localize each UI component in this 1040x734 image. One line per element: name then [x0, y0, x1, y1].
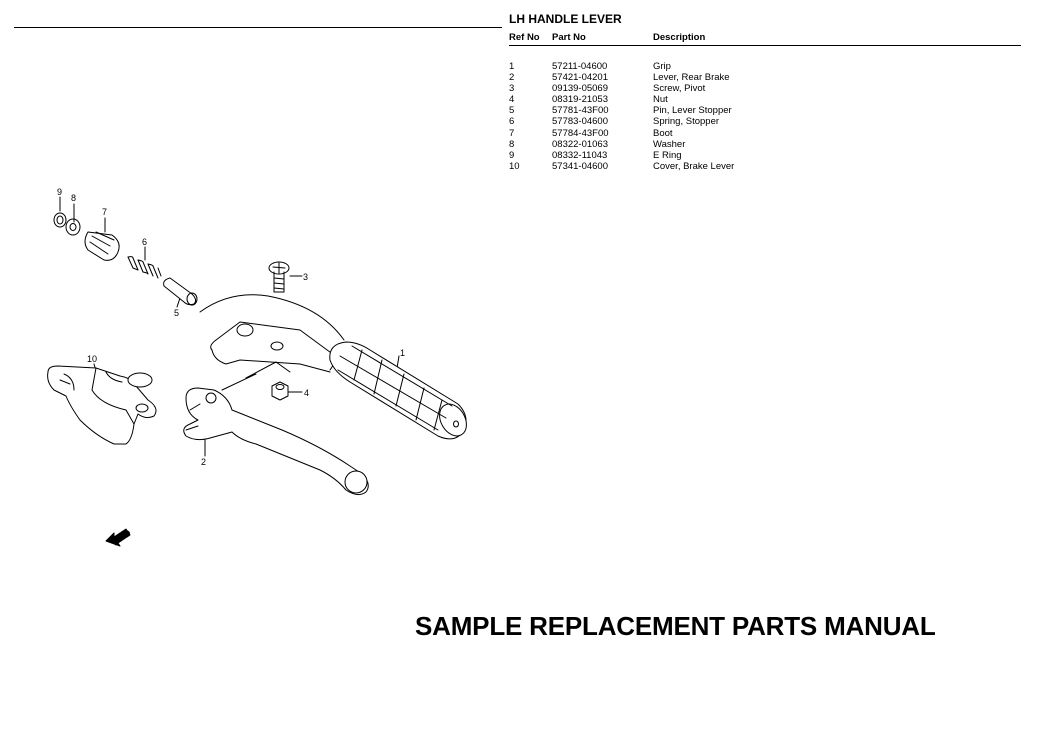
- row-description: Boot: [653, 127, 673, 139]
- callout-5: 5: [174, 308, 180, 318]
- e-ring-part: [54, 213, 66, 227]
- row-part-no: 08319-21053: [552, 94, 608, 106]
- row-ref: 6: [509, 116, 515, 128]
- row-description: Screw, Pivot: [653, 83, 706, 95]
- row-description: Lever, Rear Brake: [653, 72, 730, 84]
- brake-lever-part: [184, 388, 369, 495]
- callout-9: 9: [57, 187, 63, 197]
- table-row: [509, 83, 1021, 94]
- callout-2: 2: [201, 457, 207, 467]
- table-row: [509, 150, 1021, 161]
- row-ref: 2: [509, 72, 515, 84]
- table-row: [509, 116, 1021, 127]
- parts-table-header: [509, 32, 1021, 46]
- table-row: [509, 161, 1021, 172]
- header-part-no: Part No: [552, 32, 586, 43]
- lever-cover-part: [48, 366, 156, 444]
- row-description: Grip: [653, 61, 671, 72]
- parts-table-body: [509, 61, 1021, 172]
- row-ref: 7: [509, 127, 515, 139]
- parts-table: [509, 32, 1021, 172]
- row-part-no: 09139-05069: [552, 83, 608, 95]
- callout-10: 10: [87, 354, 98, 364]
- table-row: [509, 105, 1021, 116]
- row-part-no: 57421-04201: [552, 72, 608, 84]
- row-part-no: 57211-04600: [552, 61, 608, 72]
- pivot-screw-part: [269, 262, 289, 292]
- row-description: E Ring: [653, 149, 682, 161]
- section-title: LH HANDLE LEVER: [509, 12, 622, 26]
- washer-part: [66, 219, 80, 235]
- row-ref: 10: [509, 160, 520, 172]
- row-description: Nut: [653, 94, 668, 106]
- table-row: [509, 61, 1021, 72]
- callout-4: 4: [304, 388, 310, 398]
- manual-caption: SAMPLE REPLACEMENT PARTS MANUAL: [415, 611, 936, 641]
- boot-part: [85, 232, 119, 260]
- row-ref: 9: [509, 149, 515, 161]
- table-row: [509, 94, 1021, 105]
- row-part-no: 57784-43F00: [552, 127, 609, 139]
- callout-3: 3: [303, 272, 309, 282]
- nut-part: [272, 382, 288, 400]
- table-row: [509, 72, 1021, 83]
- exploded-parts-diagram: [0, 170, 500, 560]
- header-description: Description: [653, 32, 706, 43]
- stopper-pin-part: [164, 278, 197, 305]
- callout-1: 1: [400, 348, 406, 358]
- row-part-no: 57341-04600: [552, 160, 608, 172]
- row-part-no: 08332-11043: [552, 149, 608, 161]
- fwd-label: FWD: [110, 527, 133, 548]
- row-part-no: 57781-43F00: [552, 105, 609, 117]
- row-description: Spring, Stopper: [653, 116, 720, 128]
- row-description: Pin, Lever Stopper: [653, 105, 732, 117]
- row-ref: 3: [509, 83, 515, 95]
- callout-8: 8: [71, 193, 77, 203]
- header-ref-no: Ref No: [509, 32, 540, 43]
- row-ref: 8: [509, 138, 515, 150]
- callout-6: 6: [142, 237, 148, 247]
- table-row: [509, 128, 1021, 139]
- table-row: [509, 139, 1021, 150]
- row-part-no: 08322-01063: [552, 138, 608, 150]
- header-rule: [14, 27, 502, 28]
- row-description: Washer: [653, 138, 686, 150]
- row-part-no: 57783-04600: [552, 116, 608, 128]
- callout-7: 7: [102, 207, 108, 217]
- row-description: Cover, Brake Lever: [653, 160, 735, 172]
- row-ref: 5: [509, 105, 515, 117]
- row-ref: 1: [509, 61, 515, 72]
- lever-bracket-part: [200, 295, 344, 390]
- row-ref: 4: [509, 94, 515, 106]
